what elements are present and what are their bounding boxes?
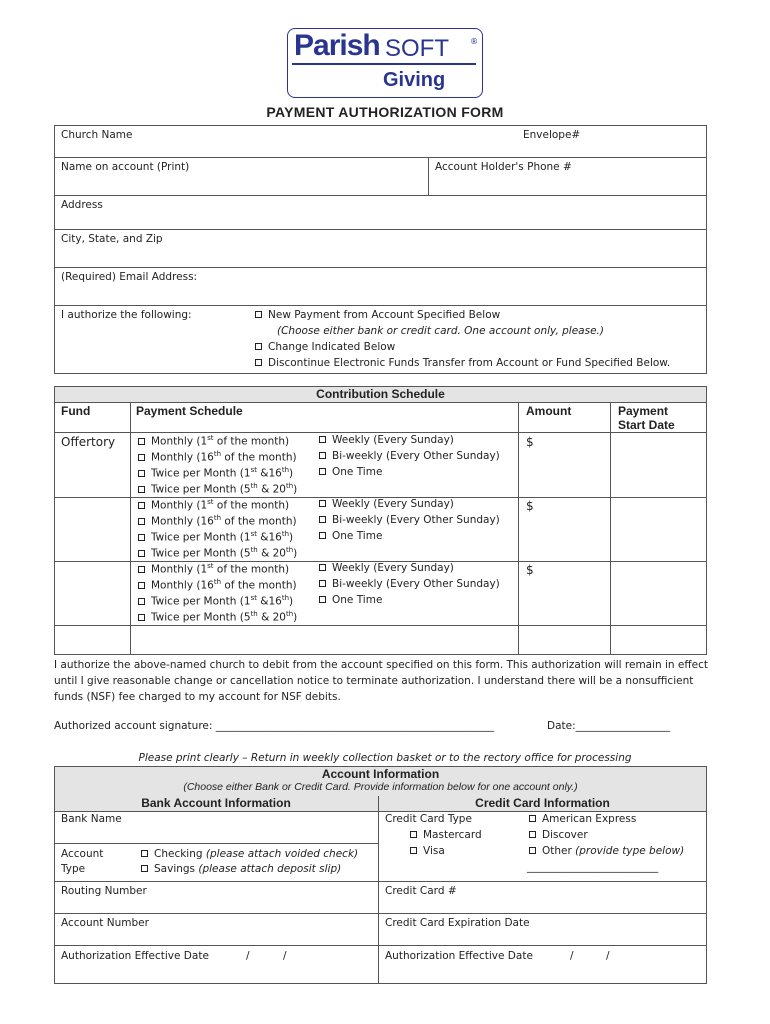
logo-parish-text: Parish — [294, 29, 380, 62]
divider — [428, 157, 429, 195]
amount-field[interactable]: $ — [526, 435, 534, 449]
credit-header: Credit Card Information — [475, 796, 610, 810]
authorization-text: I authorize the above-named church to debit from the account specified on this form. This authorization will remain in effect until I give reasonable change or cancellation notice to terminate authorization. I understand there will be a nonsufficient funds (NSF) fee charged to my account for NSF debits. — [54, 659, 708, 703]
schedule-option-right[interactable]: One Time — [319, 530, 382, 542]
checkbox-icon[interactable] — [138, 550, 145, 557]
checkbox-icon[interactable] — [319, 516, 326, 523]
checkbox-icon[interactable] — [255, 359, 262, 366]
checkbox-icon[interactable] — [138, 518, 145, 525]
col-payment-schedule: Payment Schedule — [136, 404, 243, 418]
checkbox-icon[interactable] — [255, 311, 262, 318]
other-type-line[interactable]: _________________________ — [527, 861, 659, 873]
checkbox-icon[interactable] — [138, 598, 145, 605]
schedule-option-right[interactable]: Bi-weekly (Every Other Sunday) — [319, 450, 500, 462]
schedule-option-left[interactable]: Twice per Month (5th & 20th) — [138, 546, 297, 560]
date-slash: / — [246, 950, 250, 962]
date-field[interactable]: Date:__________________ — [547, 720, 671, 732]
print-note: Please print clearly – Return in weekly collection basket or to the rectory office for processing — [138, 752, 632, 764]
checkbox-icon[interactable] — [319, 596, 326, 603]
account-type-label-2: Type — [61, 863, 86, 875]
checkbox-icon[interactable] — [138, 470, 145, 477]
checkbox-icon[interactable] — [410, 847, 417, 854]
account-subtitle: (Choose either Bank or Credit Card. Provide information below for one account only.) — [183, 781, 578, 793]
other-option[interactable]: Other (provide type below) — [529, 845, 684, 857]
divider — [518, 402, 519, 655]
bank-name-field[interactable]: Bank Name — [61, 813, 122, 825]
checkbox-icon[interactable] — [319, 436, 326, 443]
form-title: PAYMENT AUTHORIZATION FORM — [266, 104, 504, 120]
savings-option[interactable]: Savings (please attach deposit slip) — [141, 863, 341, 875]
schedule-option-right[interactable]: Bi-weekly (Every Other Sunday) — [319, 514, 500, 526]
account-title: Account Information — [321, 767, 440, 781]
schedule-option-right[interactable]: Weekly (Every Sunday) — [319, 498, 454, 510]
schedule-option-left[interactable]: Monthly (16th of the month) — [138, 450, 297, 464]
schedule-option-left[interactable]: Monthly (1st of the month) — [138, 562, 289, 576]
divider — [54, 913, 707, 914]
schedule-option-left[interactable]: Twice per Month (1st &16th) — [138, 594, 293, 608]
divider — [130, 402, 131, 655]
divider — [54, 881, 707, 882]
schedule-option-left[interactable]: Monthly (1st of the month) — [138, 498, 289, 512]
name-on-account-field[interactable]: Name on account (Print) — [61, 161, 190, 173]
bank-header: Bank Account Information — [141, 796, 291, 810]
divider — [54, 945, 707, 946]
schedule-option-right[interactable]: Weekly (Every Sunday) — [319, 562, 454, 574]
schedule-option-left[interactable]: Monthly (16th of the month) — [138, 578, 297, 592]
phone-field[interactable]: Account Holder's Phone # — [435, 161, 572, 173]
checkbox-icon[interactable] — [138, 438, 145, 445]
checkbox-icon[interactable] — [138, 486, 145, 493]
amount-field[interactable]: $ — [526, 499, 534, 513]
checkbox-icon[interactable] — [141, 865, 148, 872]
schedule-option-left[interactable]: Twice per Month (5th & 20th) — [138, 610, 297, 624]
signature-field[interactable]: Authorized account signature: _____________________________________________________ — [54, 720, 494, 732]
logo-giving-text: Giving — [383, 69, 446, 91]
checkbox-icon[interactable] — [319, 532, 326, 539]
checkbox-icon[interactable] — [138, 534, 145, 541]
checkbox-icon[interactable] — [319, 580, 326, 587]
cc-number-field[interactable]: Credit Card # — [385, 885, 457, 897]
discover-option[interactable]: Discover — [529, 829, 588, 841]
checkbox-icon[interactable] — [138, 614, 145, 621]
visa-option[interactable]: Visa — [410, 845, 445, 857]
checkbox-icon[interactable] — [141, 850, 148, 857]
checkbox-icon[interactable] — [529, 847, 536, 854]
divider — [54, 843, 378, 844]
checkbox-icon[interactable] — [319, 564, 326, 571]
checkbox-icon[interactable] — [138, 582, 145, 589]
checkbox-icon[interactable] — [138, 454, 145, 461]
schedule-option-left[interactable]: Monthly (1st of the month) — [138, 434, 289, 448]
account-number-field[interactable]: Account Number — [61, 917, 149, 929]
schedule-option-left[interactable]: Monthly (16th of the month) — [138, 514, 297, 528]
schedule-option-right[interactable]: One Time — [319, 466, 382, 478]
col-fund: Fund — [61, 404, 91, 418]
divider — [54, 195, 707, 196]
schedule-title: Contribution Schedule — [316, 387, 445, 401]
divider — [378, 796, 379, 984]
checkbox-icon[interactable] — [529, 815, 536, 822]
schedule-option-right[interactable]: Bi-weekly (Every Other Sunday) — [319, 578, 500, 590]
city-state-zip-field[interactable]: City, State, and Zip — [61, 233, 163, 245]
checking-option[interactable]: Checking (please attach voided check) — [141, 848, 358, 860]
schedule-option-right[interactable]: Weekly (Every Sunday) — [319, 434, 454, 446]
logo-divider — [292, 63, 476, 65]
email-field[interactable]: (Required) Email Address: — [61, 271, 198, 283]
logo-soft-text: SOFT — [385, 35, 449, 62]
cc-type-label: Credit Card Type — [385, 813, 472, 825]
bank-auth-date-field[interactable]: Authorization Effective Date — [61, 950, 209, 962]
mastercard-option[interactable]: Mastercard — [410, 829, 482, 841]
schedule-option-left[interactable]: Twice per Month (5th & 20th) — [138, 482, 297, 496]
checkbox-icon[interactable] — [138, 566, 145, 573]
account-type-label-1: Account — [61, 848, 104, 860]
col-amount: Amount — [526, 404, 572, 418]
church-name-field[interactable]: Church Name — [61, 129, 133, 141]
cc-expiration-field[interactable]: Credit Card Expiration Date — [385, 917, 530, 929]
divider — [54, 229, 707, 230]
checkbox-icon[interactable] — [319, 452, 326, 459]
checkbox-icon[interactable] — [319, 500, 326, 507]
logo-registered-mark: ® — [470, 37, 478, 46]
option-discontinue[interactable]: Discontinue Electronic Funds Transfer from Account or Fund Specified Below. — [255, 357, 670, 369]
schedule-option-right[interactable]: One Time — [319, 594, 382, 606]
checkbox-icon[interactable] — [138, 502, 145, 509]
address-field[interactable]: Address — [61, 199, 103, 211]
schedule-option-left[interactable]: Twice per Month (1st &16th) — [138, 530, 293, 544]
divider — [54, 267, 707, 268]
fund-offertory: Offertory — [61, 435, 116, 449]
divider — [610, 402, 611, 655]
date-slash: / — [606, 950, 610, 962]
envelope-field[interactable]: Envelope# — [523, 129, 581, 141]
checkbox-icon[interactable] — [410, 831, 417, 838]
cc-auth-date-field[interactable]: Authorization Effective Date — [385, 950, 533, 962]
checkbox-icon[interactable] — [319, 468, 326, 475]
checkbox-icon[interactable] — [255, 343, 262, 350]
date-slash: / — [570, 950, 574, 962]
date-slash: / — [283, 950, 287, 962]
option-new-payment-note: (Choose either bank or credit card. One account only, please.) — [277, 325, 604, 337]
routing-number-field[interactable]: Routing Number — [61, 885, 147, 897]
amex-option[interactable]: American Express — [529, 813, 636, 825]
schedule-option-left[interactable]: Twice per Month (1st &16th) — [138, 466, 293, 480]
divider — [54, 811, 707, 812]
col-start-date: Payment Start Date — [618, 404, 675, 432]
amount-field[interactable]: $ — [526, 563, 534, 577]
divider — [54, 305, 707, 306]
option-change[interactable]: Change Indicated Below — [255, 341, 395, 353]
checkbox-icon[interactable] — [529, 831, 536, 838]
authorize-label: I authorize the following: — [61, 309, 192, 321]
option-new-payment[interactable]: New Payment from Account Specified Below — [255, 309, 500, 321]
divider — [54, 157, 707, 158]
parishsoft-logo — [287, 28, 483, 98]
